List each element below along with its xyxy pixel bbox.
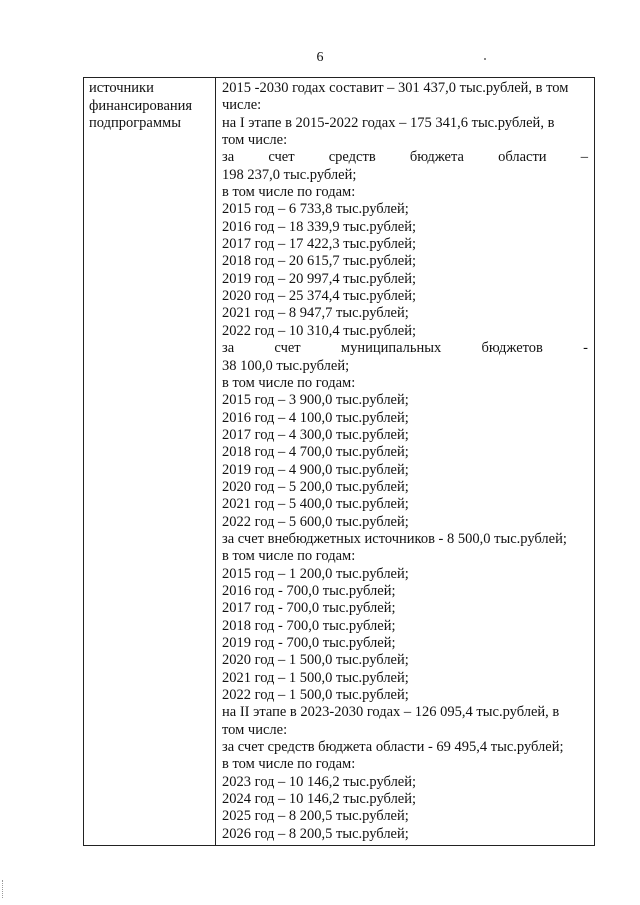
scan-speck xyxy=(484,58,486,60)
content-line: 2021 год – 5 400,0 тыс.рублей; xyxy=(222,496,409,513)
label-line: источники xyxy=(89,80,154,96)
content-word: счет xyxy=(274,340,301,357)
content-word: за xyxy=(222,340,235,357)
content-word: счет xyxy=(268,149,295,166)
content-line: 2019 год - 700,0 тыс.рублей; xyxy=(222,635,396,651)
content-line: за счет средств бюджета области - 69 495,4 тыс.рублей; xyxy=(222,739,564,756)
content-line: 2021 год – 8 947,7 тыс.рублей; xyxy=(222,305,409,322)
scan-edge-marks xyxy=(2,880,6,898)
content-line: 2019 год – 4 900,0 тыс.рублей; xyxy=(222,461,409,478)
content-line: 2015 год – 6 733,8 тыс.рублей; xyxy=(222,201,409,218)
content-word: средств xyxy=(328,149,376,166)
page-number: 6 xyxy=(316,50,324,65)
content-line-justified xyxy=(222,149,588,166)
content-line: 2021 год – 1 500,0 тыс.рублей; xyxy=(222,669,409,686)
content-line: 2018 год - 700,0 тыс.рублей; xyxy=(222,617,396,634)
content-line: 2020 год – 25 374,4 тыс.рублей; xyxy=(222,288,417,305)
content-line: 38 100,0 тыс.рублей; xyxy=(222,357,350,374)
content-line: в том числе по годам: xyxy=(222,184,356,201)
content-line: 2016 год - 700,0 тыс.рублей; xyxy=(222,582,396,599)
content-line: 2017 год - 700,0 тыс.рублей; xyxy=(222,600,396,617)
content-line: в том числе по годам: xyxy=(222,374,356,391)
content-line: 2016 год – 18 339,9 тыс.рублей; xyxy=(222,218,417,235)
content-word: муниципальных xyxy=(340,340,442,357)
content-line: 2020 год – 1 500,0 тыс.рублей; xyxy=(222,652,409,669)
table-label-cell xyxy=(84,78,216,845)
content-line: на I этапе в 2015-2022 годах – 175 341,6 тыс.рублей, в xyxy=(222,114,555,131)
label-line: подпрограммы xyxy=(89,115,181,132)
content-line: 2022 год – 10 310,4 тыс.рублей; xyxy=(222,322,417,339)
content-line: 2022 год – 1 500,0 тыс.рублей; xyxy=(222,687,409,704)
content-line: 2016 год – 4 100,0 тыс.рублей; xyxy=(222,409,409,426)
content-line: 2022 год – 5 600,0 тыс.рублей; xyxy=(222,513,409,530)
content-word: – xyxy=(580,149,588,166)
content-line: 198 237,0 тыс.рублей; xyxy=(222,166,357,183)
content-line: том числе: xyxy=(222,132,288,149)
content-line: 2024 год – 10 146,2 тыс.рублей; xyxy=(222,791,417,808)
content-line: том числе: xyxy=(222,721,288,738)
content-line: 2019 год – 20 997,4 тыс.рублей; xyxy=(222,270,417,287)
content-line: 2015 год – 1 200,0 тыс.рублей; xyxy=(222,565,409,582)
content-line: 2018 год – 20 615,7 тыс.рублей; xyxy=(222,253,417,270)
content-line: за счет внебюджетных источников - 8 500,0 тыс.рублей; xyxy=(222,530,567,547)
content-word: бюджета xyxy=(409,149,464,166)
content-line: 2015 -2030 годах составит – 301 437,0 тыс.рублей, в том xyxy=(222,80,569,96)
content-line: 2017 год – 17 422,3 тыс.рублей; xyxy=(222,236,417,253)
content-line: 2018 год – 4 700,0 тыс.рублей; xyxy=(222,444,409,461)
content-word: - xyxy=(583,340,588,357)
content-line: 2025 год – 8 200,5 тыс.рублей; xyxy=(222,808,409,825)
label-line: финансирования xyxy=(89,97,193,114)
content-line: 2020 год – 5 200,0 тыс.рублей; xyxy=(222,478,409,495)
content-word: области xyxy=(498,149,547,166)
content-line: 2023 год – 10 146,2 тыс.рублей; xyxy=(222,773,417,790)
content-line: 2026 год – 8 200,5 тыс.рублей; xyxy=(222,825,409,842)
content-line-justified xyxy=(222,340,588,357)
content-line: 2017 год – 4 300,0 тыс.рублей; xyxy=(222,426,409,443)
content-line: в том числе по годам: xyxy=(222,548,356,565)
content-line: числе: xyxy=(222,97,262,114)
content-word: бюджетов xyxy=(481,340,543,357)
content-word: за xyxy=(222,149,235,166)
financing-table xyxy=(83,77,595,846)
content-line: 2015 год – 3 900,0 тыс.рублей; xyxy=(222,392,409,409)
content-line: на II этапе в 2023-2030 годах – 126 095,4 тыс.рублей, в xyxy=(222,704,560,721)
content-line: в том числе по годам: xyxy=(222,756,356,773)
table-content-cell xyxy=(216,78,594,845)
